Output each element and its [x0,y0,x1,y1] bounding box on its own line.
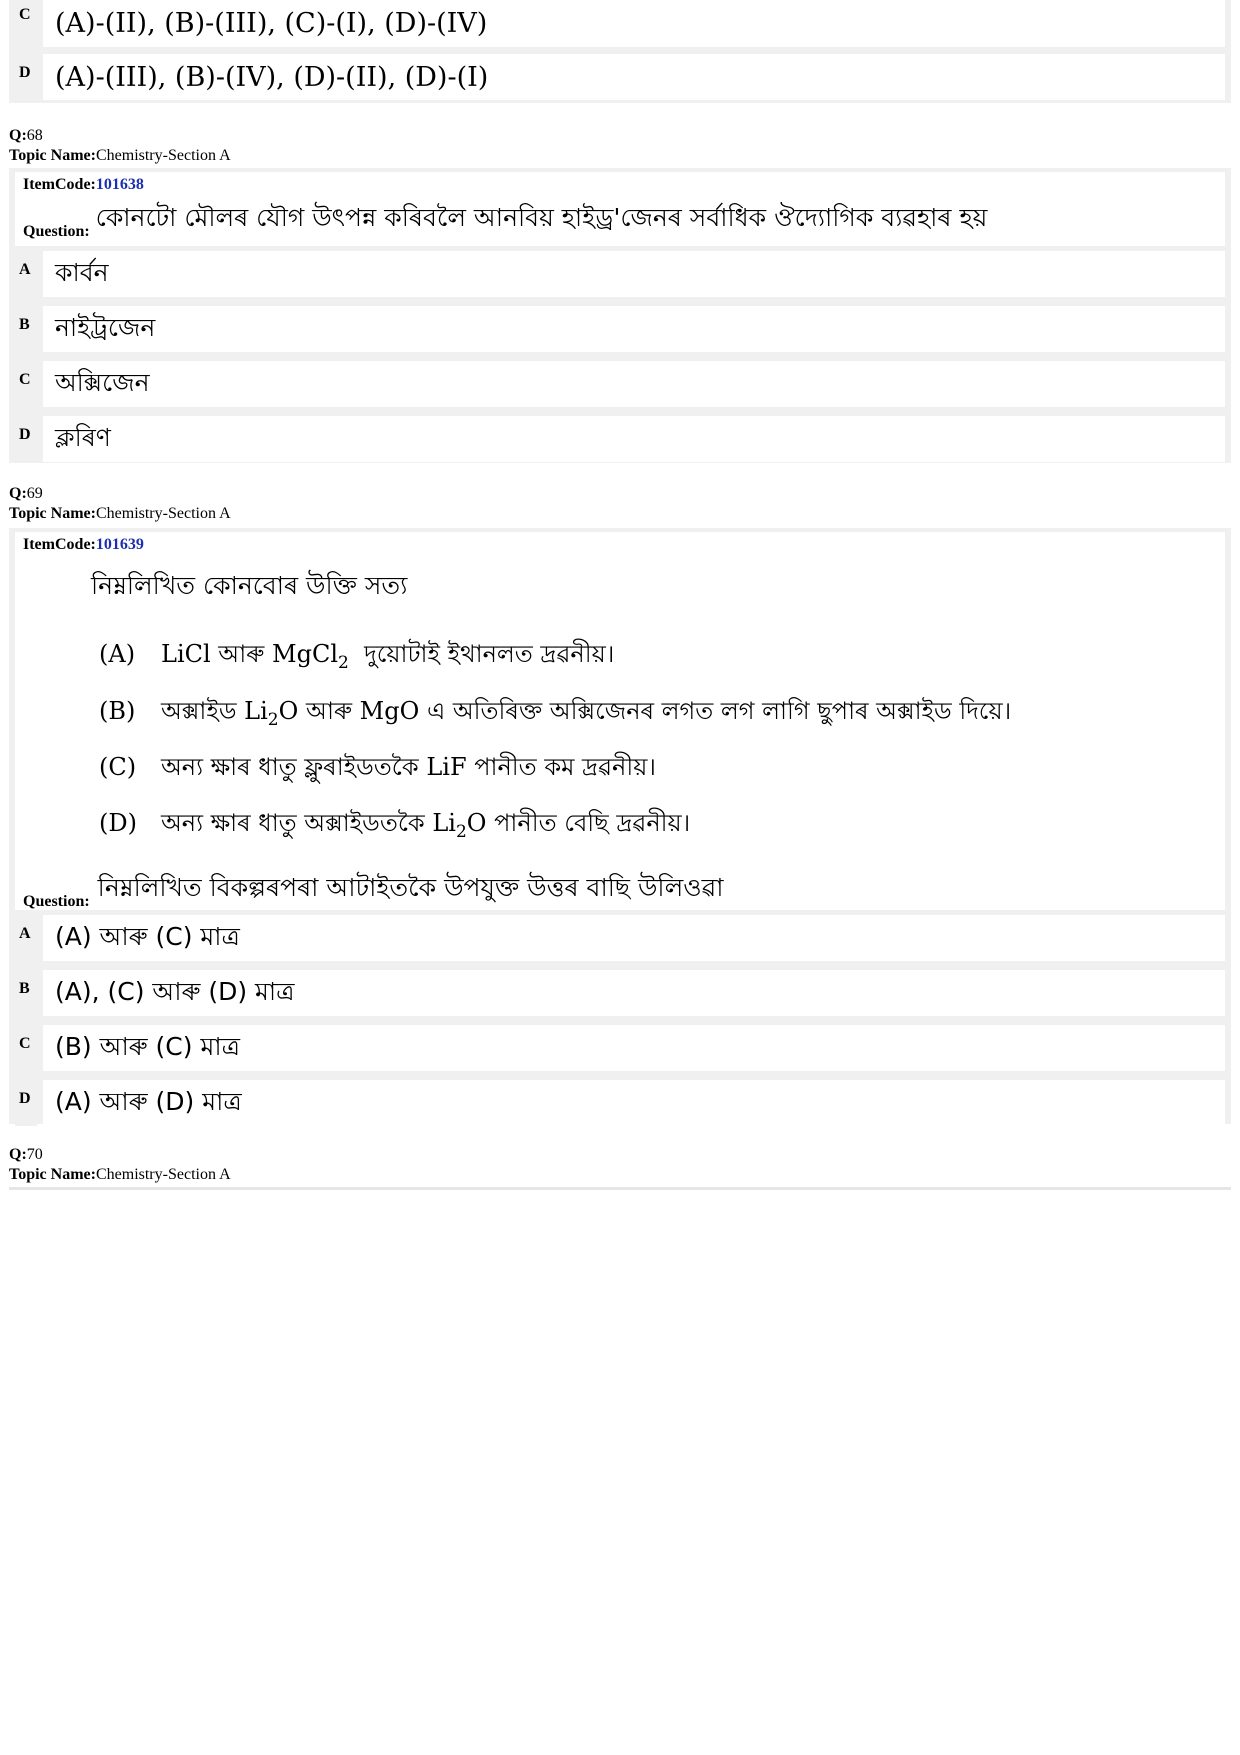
divider [9,1187,1231,1190]
statement-c [99,749,656,789]
statement-tag: (A) [99,640,136,668]
item-code-value: 101639 [95,536,144,553]
option-row[interactable] [15,306,1225,356]
question-label: Question: [23,893,90,910]
question-label: Question: [23,223,90,240]
item-code-label: ItemCode: [23,536,96,553]
statement-text: দুয়োটাই ইথানলত দ্ৰৱনীয়। [364,640,615,668]
item-code-label: ItemCode: [23,176,96,193]
option-row[interactable] [15,54,1225,100]
option-text: (A)-(III), (B)-(IV), (D)-(II), (D)-(I) [43,54,1225,100]
q-number: 69 [26,485,43,502]
question-block [9,528,1231,1124]
topic-label: Topic Name: [9,147,96,164]
option-text: নাইট্ৰজেন [43,306,1225,352]
formula [244,697,298,730]
q-label: Q: [9,485,27,502]
option-row[interactable] [15,970,1225,1020]
option-key: C [15,0,37,47]
formula: MgO [359,697,420,725]
formula-base: Li [244,697,268,725]
question-text: নিম্নলিখিত বিকল্পৰপৰা আটাইতকৈ উপযুক্ত উত্তৰ বাছি উলিওৱা [97,873,724,902]
question-block [9,168,1231,463]
option-key: D [15,54,37,100]
option-key: C [15,1025,37,1071]
statement-text: পানীত বেছি দ্ৰৱনীয়। [494,809,691,837]
topic-label: Topic Name: [9,1166,96,1183]
formula-base: O [278,697,299,725]
item-code [23,534,1217,556]
statement-text: এ অতিৰিক্ত অক্সিজেনৰ লগত লগ লাগি ছুপাৰ অক্সাইড দিয়ে। [426,697,1012,725]
statement-text: পানীত কম দ্ৰৱনীয়। [474,753,656,781]
q-number: 70 [26,1146,43,1163]
option-text: (A) আৰু (C) মাত্ৰ [43,915,1225,961]
statement-b [99,693,1011,733]
item-code-value: 101638 [95,176,144,193]
option-text: (A) আৰু (D) মাত্ৰ [43,1080,1225,1126]
option-row[interactable] [15,416,1225,462]
option-row[interactable] [15,361,1225,411]
formula-subscript: 2 [338,652,349,673]
item-code [23,174,1217,196]
formula-base: Li [432,809,456,837]
option-text: (A), (C) আৰু (D) মাত্ৰ [43,970,1225,1016]
formula [432,809,486,842]
topic-name: Chemistry-Section A [95,1166,231,1183]
prev-options-table [9,0,1231,103]
option-text: অক্সিজেন [43,361,1225,407]
question-intro: নিম্নলিখিত কোনবোৰ উক্তি সত্য [91,571,408,600]
statement-tag: (D) [99,809,137,837]
statement-text: অক্সাইড [161,697,237,725]
option-key: B [15,970,37,1016]
option-text: (B) আৰু (C) মাত্ৰ [43,1025,1225,1071]
formula: LiF [426,753,467,781]
topic-label: Topic Name: [9,505,96,522]
option-row[interactable] [15,1080,1225,1126]
option-key: A [15,915,37,961]
option-text: (A)-(II), (B)-(III), (C)-(I), (D)-(IV) [43,0,1225,47]
question-box [15,172,1225,246]
topic-name: Chemistry-Section A [95,505,231,522]
statement-d [99,805,690,845]
topic-name: Chemistry-Section A [95,147,231,164]
statement-a [99,636,614,676]
formula-base: MgCl [272,640,338,668]
option-text: ক্লৰিণ [43,416,1225,462]
question-header [9,484,231,524]
statement-tag: (B) [99,697,136,725]
formula-subscript: 2 [267,709,279,730]
question-text: কোনটো মৌলৰ যৌগ উৎপন্ন কৰিবলৈ আনবিয় হাইড্ৰ'জেনৰ সৰ্বাধিক ঔদ্যোগিক ব্যৱহাৰ হয় [95,203,988,232]
q-label: Q: [9,127,27,144]
question-header [9,1145,231,1185]
option-row[interactable] [15,1025,1225,1075]
question-header [9,126,231,166]
statement-text: অন্য ক্ষাৰ ধাতু ফ্লুৰাইডতকৈ [161,753,419,781]
option-key: A [15,251,37,297]
option-key: B [15,306,37,352]
q-label: Q: [9,1146,27,1163]
option-row[interactable] [15,915,1225,965]
formula-subscript: 2 [455,821,467,842]
statement-text: আৰু [305,697,353,725]
option-key: D [15,1080,37,1126]
statement-tag: (C) [99,753,137,781]
option-text: কাৰ্বন [43,251,1225,297]
option-key: D [15,416,37,462]
option-row[interactable] [15,251,1225,301]
statement-text: অন্য ক্ষাৰ ধাতু অক্সাইডতকৈ [161,809,425,837]
statement-text: আৰু [218,640,265,668]
question-box [15,532,1225,910]
formula-base: O [466,809,487,837]
formula: LiCl [161,640,211,668]
q-number: 68 [26,127,43,144]
formula [272,640,349,673]
option-key: C [15,361,37,407]
option-row[interactable] [15,0,1225,51]
